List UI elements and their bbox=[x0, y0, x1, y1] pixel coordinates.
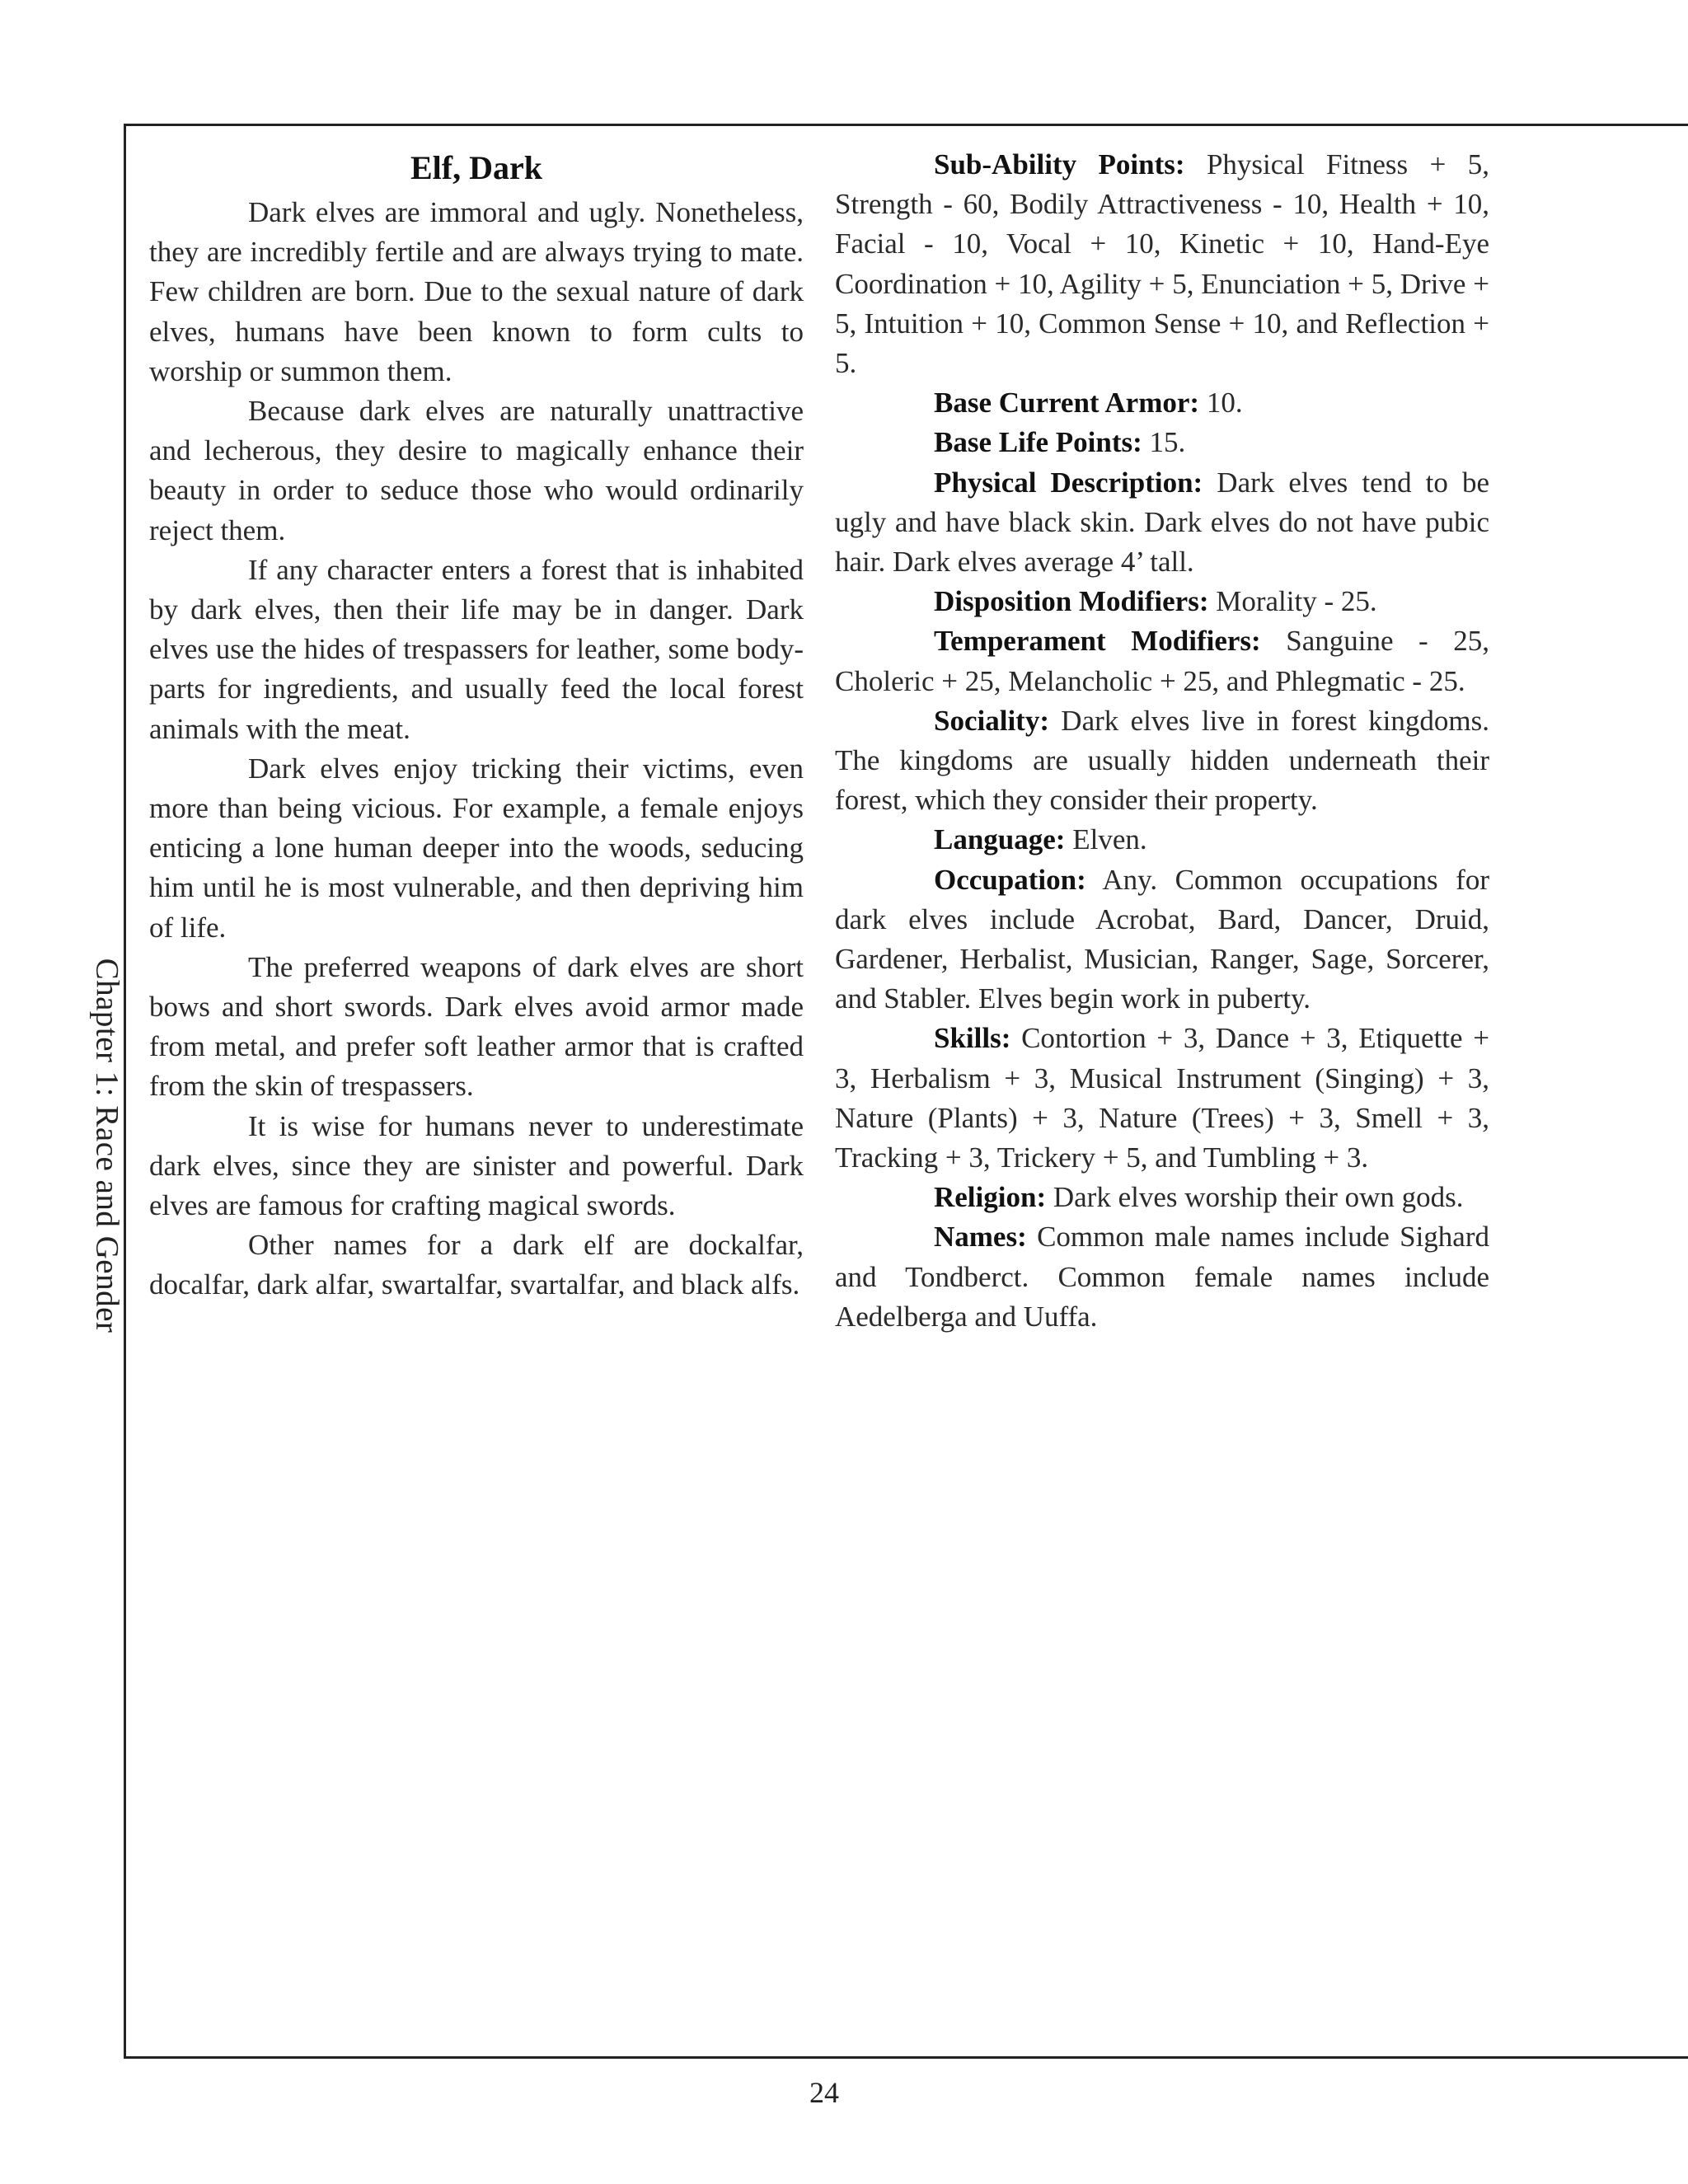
entry-text: Sanguine - 25, Choleric + 25, Melancholic + 25, and Phlegmatic - 25. bbox=[835, 625, 1489, 697]
entry-label: Physical Description: bbox=[934, 466, 1203, 499]
paragraph: Dark elves are immoral and ugly. Nonetheless, they are incredibly fertile and are always trying to mate. Few children are born. Due to the sexual nature of dark elves, humans have been known to form cults to worship or summon them. bbox=[149, 196, 804, 387]
stat-entry-religion bbox=[835, 1178, 1489, 1217]
left-column bbox=[149, 145, 804, 1305]
entry-text: Dark elves tend to be ugly and have black skin. Dark elves do not have pubic hair. Dark elves average 4’ tall. bbox=[835, 466, 1489, 579]
entry-label: Disposition Modifiers: bbox=[934, 585, 1209, 618]
chapter-label: Chapter 1: Race and Gender bbox=[89, 958, 125, 1333]
stat-entry-sub-ability-points bbox=[835, 145, 1489, 383]
entry-text: Morality - 25. bbox=[1208, 585, 1377, 618]
paragraph: Dark elves enjoy tricking their victims, even more than being vicious. For example, a female enjoys enticing a lone human deeper into the woods, seducing him until he is most vulnerable, and then depriving him of life. bbox=[149, 752, 804, 944]
entry-text: Contortion + 3, Dance + 3, Etiquette + 3, Herbalism + 3, Musical Instrument (Singing) + 3, Nature (Plants) + 3, Nature (Trees) + 3, Smell + 3, Tracking + 3, Trickery + 5, and Tumbling + 3. bbox=[835, 1022, 1489, 1174]
stat-entry-sociality bbox=[835, 701, 1489, 821]
entry-label: Skills: bbox=[934, 1022, 1011, 1055]
paragraph: The preferred weapons of dark elves are short bows and short swords. Dark elves avoid armor made from metal, and prefer soft leather armor that is crafted from the skin of trespassers. bbox=[149, 950, 804, 1103]
stat-entry-base-life-points bbox=[835, 423, 1489, 462]
stat-entry-occupation bbox=[835, 860, 1489, 1019]
entry-label: Temperament Modifiers: bbox=[934, 625, 1261, 658]
paragraph: Because dark elves are naturally unattractive and lecherous, they desire to magically enhance their beauty in order to seduce those who would ordinarily reject them. bbox=[149, 395, 804, 546]
page-number: 24 bbox=[809, 2076, 839, 2109]
entry-label: Religion: bbox=[934, 1181, 1047, 1214]
entry-text: 15. bbox=[1142, 426, 1186, 459]
entry-text: Physical Fitness + 5, Strength - 60, Bodily Attractiveness - 10, Health + 10, Facial - 10, Vocal + 10, Kinetic + 10, Hand-Eye Coordination + 10, Agility + 5, Enunciation + 5, Drive + 5, Intuition + 10, Common Sense + 10, and Reflection + 5. bbox=[835, 148, 1489, 380]
paragraph: Other names for a dark elf are dockalfar, docalfar, dark alfar, swartalfar, svartalfar, and black alfs. bbox=[149, 1229, 804, 1301]
section-title: Elf, Dark bbox=[410, 149, 542, 186]
entry-label: Language: bbox=[934, 823, 1066, 856]
entry-label: Sub-Ability Points: bbox=[934, 148, 1185, 180]
stat-entry-skills bbox=[835, 1019, 1489, 1178]
stat-entry-language bbox=[835, 820, 1489, 860]
entry-label: Base Life Points: bbox=[934, 426, 1142, 459]
entry-label: Names: bbox=[934, 1221, 1027, 1254]
stat-entry-base-current-armor bbox=[835, 383, 1489, 423]
stat-entry-temperament-modifiers bbox=[835, 621, 1489, 701]
stat-entry-disposition-modifiers bbox=[835, 582, 1489, 621]
entry-text: Dark elves live in forest kingdoms. The kingdoms are usually hidden underneath their forest, which they consider their property. bbox=[835, 704, 1489, 817]
entry-text: Elven. bbox=[1065, 823, 1147, 856]
stat-entry-physical-description bbox=[835, 463, 1489, 583]
entry-text: 10. bbox=[1199, 387, 1243, 419]
paragraph: If any character enters a forest that is inhabited by dark elves, then their life may be in danger. Dark elves use the hides of trespassers for leather, some body-parts for ingredients, and usually feed the local forest animals with the meat. bbox=[149, 553, 804, 745]
entry-label: Occupation: bbox=[934, 863, 1086, 896]
entry-label: Sociality: bbox=[934, 704, 1049, 737]
entry-label: Base Current Armor: bbox=[934, 387, 1200, 419]
stat-entry-names bbox=[835, 1217, 1489, 1337]
entry-text: Common male names include Sighard and Tondberct. Common female names include Aedelberga and Uuffa. bbox=[835, 1221, 1489, 1333]
entry-text: Dark elves worship their own gods. bbox=[1046, 1181, 1464, 1214]
paragraph: It is wise for humans never to underestimate dark elves, since they are sinister and powerful. Dark elves are famous for crafting magical swords. bbox=[149, 1109, 804, 1222]
right-column bbox=[835, 145, 1489, 1337]
entry-text: Any. Common occupations for dark elves include Acrobat, Bard, Dancer, Druid, Gardener, Herbalist, Musician, Ranger, Sage, Sorcerer, and Stabler. Elves begin work in puberty. bbox=[835, 863, 1489, 1015]
